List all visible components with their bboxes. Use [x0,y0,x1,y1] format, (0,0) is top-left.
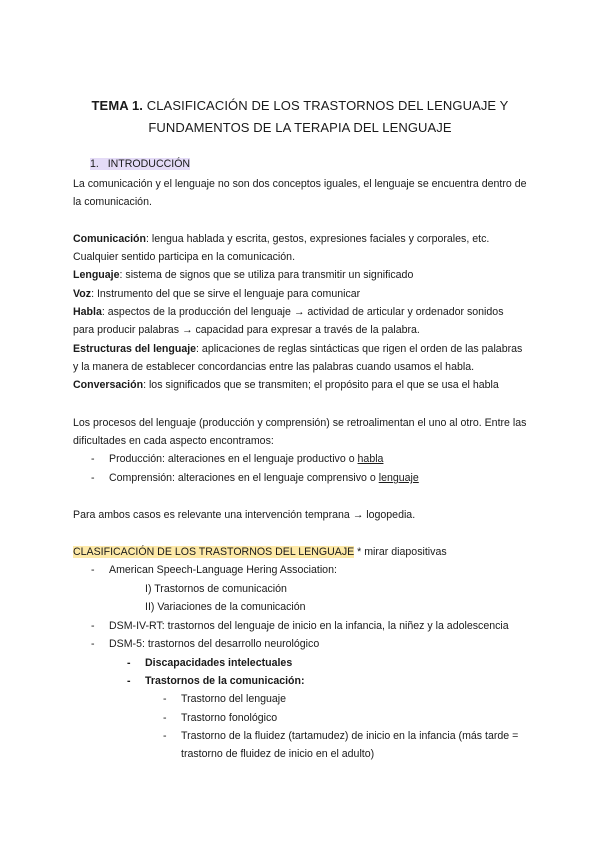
definition-conversacion [73,378,499,392]
definition-voz-text: : Instrumento del que se sirve el lenguaje para comunicar [91,288,361,300]
title-line-1: CLASIFICACIÓN DE LOS TRASTORNOS DEL LENGUAJE Y [143,98,509,113]
list-item-trastorno-fluidez: Trastorno de la fluidez (tartamudez) de inicio en la infancia (más tarde = [181,730,519,742]
list-item-trastorno-fluidez-line-2: trastorno de fluidez de inicio en el adulto) [181,748,375,760]
classification-note: * mirar diapositivas [354,546,447,558]
bullet-dash: - [91,638,95,650]
list-item-produccion [109,452,383,466]
list-item-trastorno-fonologico: Trastorno fonológico [181,712,278,724]
definition-comunicacion-line-2: Cualquier sentido participa en la comunicación. [73,251,296,263]
bullet-dash: - [91,472,95,484]
term-voz: Voz [73,288,92,300]
term-estructuras: Estructuras del lenguaje [73,343,197,355]
intro-paragraph-line-1: La comunicación y el lenguaje no son dos conceptos iguales, el lenguaje se encuentra dentro de [73,178,527,190]
bullet-dash: - [127,675,131,687]
definition-habla [73,305,504,319]
title-line-2: FUNDAMENTOS DE LA TERAPIA DEL LENGUAJE [148,120,452,135]
list-item-dsm5: DSM-5: trastornos del desarrollo neurológico [109,638,320,650]
list-item-trastornos-comunicacion: Trastornos de la comunicación: [145,675,305,687]
bullet-dash: - [163,693,167,705]
classification-heading-line [73,545,447,559]
intro-heading-number: 1. [90,158,99,170]
bullet-dash: - [127,657,131,669]
list-item-trastorno-lenguaje: Trastorno del lenguaje [181,693,287,705]
list-item-produccion-text: Producción: alteraciones en el lenguaje productivo o [109,453,358,465]
link-habla: habla [357,453,384,465]
definition-estructuras [73,342,522,356]
title-prefix: TEMA 1. [91,98,144,113]
bullet-dash: - [163,730,167,742]
term-lenguaje: Lenguaje [73,269,120,281]
definition-estructuras-text: : aplicaciones de reglas sintácticas que rigen el orden de las palabras [196,343,523,355]
bullet-dash: - [91,564,95,576]
bullet-dash: - [91,453,95,465]
definition-habla-text: : aspectos de la producción del lenguaje → actividad de articular y ordenador sonidos [101,306,504,318]
list-item-comprension-text: Comprensión: alteraciones en el lenguaje comprensivo o [109,472,379,484]
definition-lenguaje-text: : sistema de signos que se utiliza para transmitir un significado [119,269,414,281]
link-lenguaje: lenguaje [378,472,419,484]
definition-comunicacion [73,232,489,246]
bullet-dash: - [163,712,167,724]
bullet-dash: - [91,620,95,632]
list-item-asha-2: II) Variaciones de la comunicación [145,601,306,613]
list-item-comprension [109,471,419,485]
intro-heading-text: INTRODUCCIÓN [107,158,191,170]
definition-voz [73,287,360,301]
term-habla: Habla [73,306,102,318]
list-item-dsm4: DSM-IV-RT: trastornos del lenguaje de inicio en la infancia, la niñez y la adolescencia [109,620,509,632]
term-comunicacion: Comunicación [73,233,146,245]
definition-conversacion-text: : los significados que se transmiten; el propósito para el que se usa el habla [143,379,499,391]
term-conversacion: Conversación [73,379,144,391]
definition-comunicacion-text: : lengua hablada y escrita, gestos, expresiones faciales y corporales, etc. [146,233,490,245]
processes-conclusion: Para ambos casos es relevante una intervención temprana → logopedia. [73,509,416,521]
document-title [60,95,540,139]
classification-heading: CLASIFICACIÓN DE LOS TRASTORNOS DEL LENGUAJE [73,546,355,558]
definition-estructuras-line-2: y la manera de establecer concordancias entre las palabras cuando usamos el habla. [73,361,475,373]
processes-line-1: Los procesos del lenguaje (producción y comprensión) se retroalimentan el uno al otro. Entre las [73,417,527,429]
definition-lenguaje [73,268,413,282]
intro-paragraph-line-2: la comunicación. [73,196,152,208]
list-item-asha: American Speech-Language Hering Association: [109,564,337,576]
list-item-discapacidades: Discapacidades intelectuales [145,657,293,669]
intro-heading [90,157,190,171]
definition-habla-line-2: para producir palabras → capacidad para expresar a través de la palabra. [73,324,420,336]
list-item-asha-1: I) Trastornos de comunicación [145,583,287,595]
processes-line-2: dificultades en cada aspecto encontramos: [73,435,274,447]
